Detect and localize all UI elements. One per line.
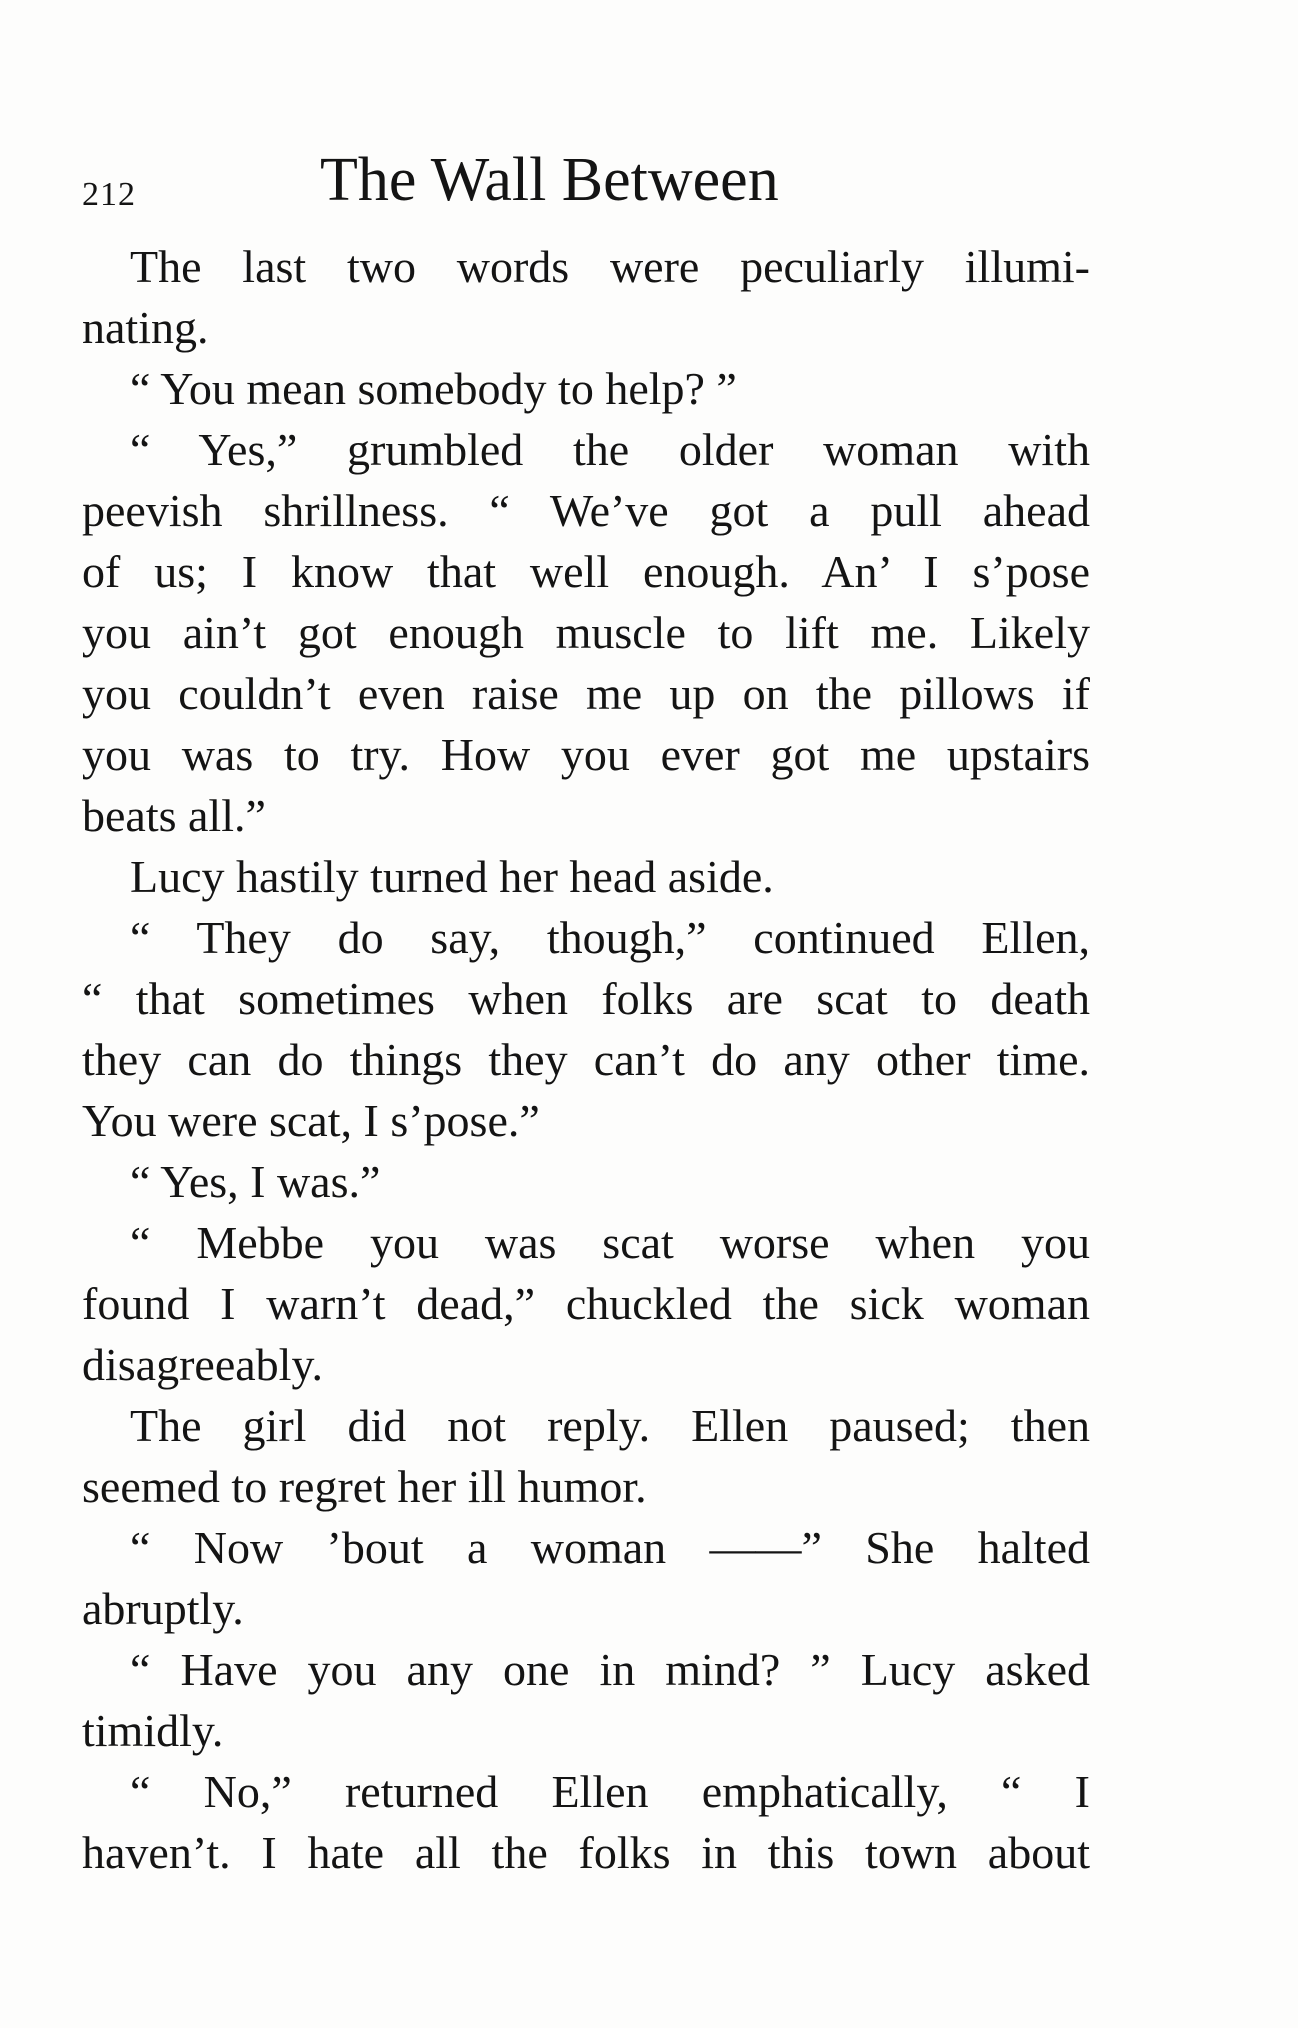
text-line: abruptly. [82, 1583, 244, 1634]
text-line: “ Now ’bout a woman ——” She halted [130, 1522, 1090, 1573]
text-line: The girl did not reply. Ellen paused; then [130, 1400, 1090, 1451]
text-line: “ Mebbe you was scat worse when you [130, 1217, 1090, 1268]
text-line: disagreeably. [82, 1339, 323, 1390]
running-title: The Wall Between [320, 146, 779, 214]
text-line: “ Have you any one in mind? ” Lucy asked [130, 1644, 1090, 1695]
text-line: you ain’t got enough muscle to lift me. Likely [82, 607, 1090, 658]
text-line: “ They do say, though,” continued Ellen, [130, 912, 1090, 963]
text-line: found I warn’t dead,” chuckled the sick woman [82, 1278, 1090, 1329]
text-line: “ No,” returned Ellen emphatically, “ I [130, 1766, 1090, 1817]
page-number: 212 [82, 176, 136, 213]
text-line: “ Yes,” grumbled the older woman with [130, 424, 1090, 475]
text-line: “ that sometimes when folks are scat to death [82, 973, 1090, 1024]
text-line: of us; I know that well enough. An’ I s’pose [82, 546, 1090, 597]
text-line: timidly. [82, 1705, 224, 1756]
text-line: haven’t. I hate all the folks in this town about [82, 1827, 1090, 1878]
text-line: “ You mean somebody to help? ” [130, 363, 737, 414]
page-header [82, 140, 1092, 220]
text-line: you couldn’t even raise me up on the pillows if [82, 668, 1090, 719]
text-line: Lucy hastily turned her head aside. [130, 851, 774, 902]
text-line: seemed to regret her ill humor. [82, 1461, 647, 1512]
text-line: You were scat, I s’pose.” [82, 1095, 540, 1146]
text-line: nating. [82, 302, 209, 353]
text-line: beats all.” [82, 790, 266, 841]
text-line: peevish shrillness. “ We’ve got a pull ahead [82, 485, 1090, 536]
text-line: they can do things they can’t do any other time. [82, 1034, 1090, 1085]
body-text [82, 236, 1090, 1883]
text-line: you was to try. How you ever got me upstairs [82, 729, 1090, 780]
text-line: “ Yes, I was.” [130, 1156, 381, 1207]
text-line: The last two words were peculiarly illumi- [130, 241, 1090, 292]
